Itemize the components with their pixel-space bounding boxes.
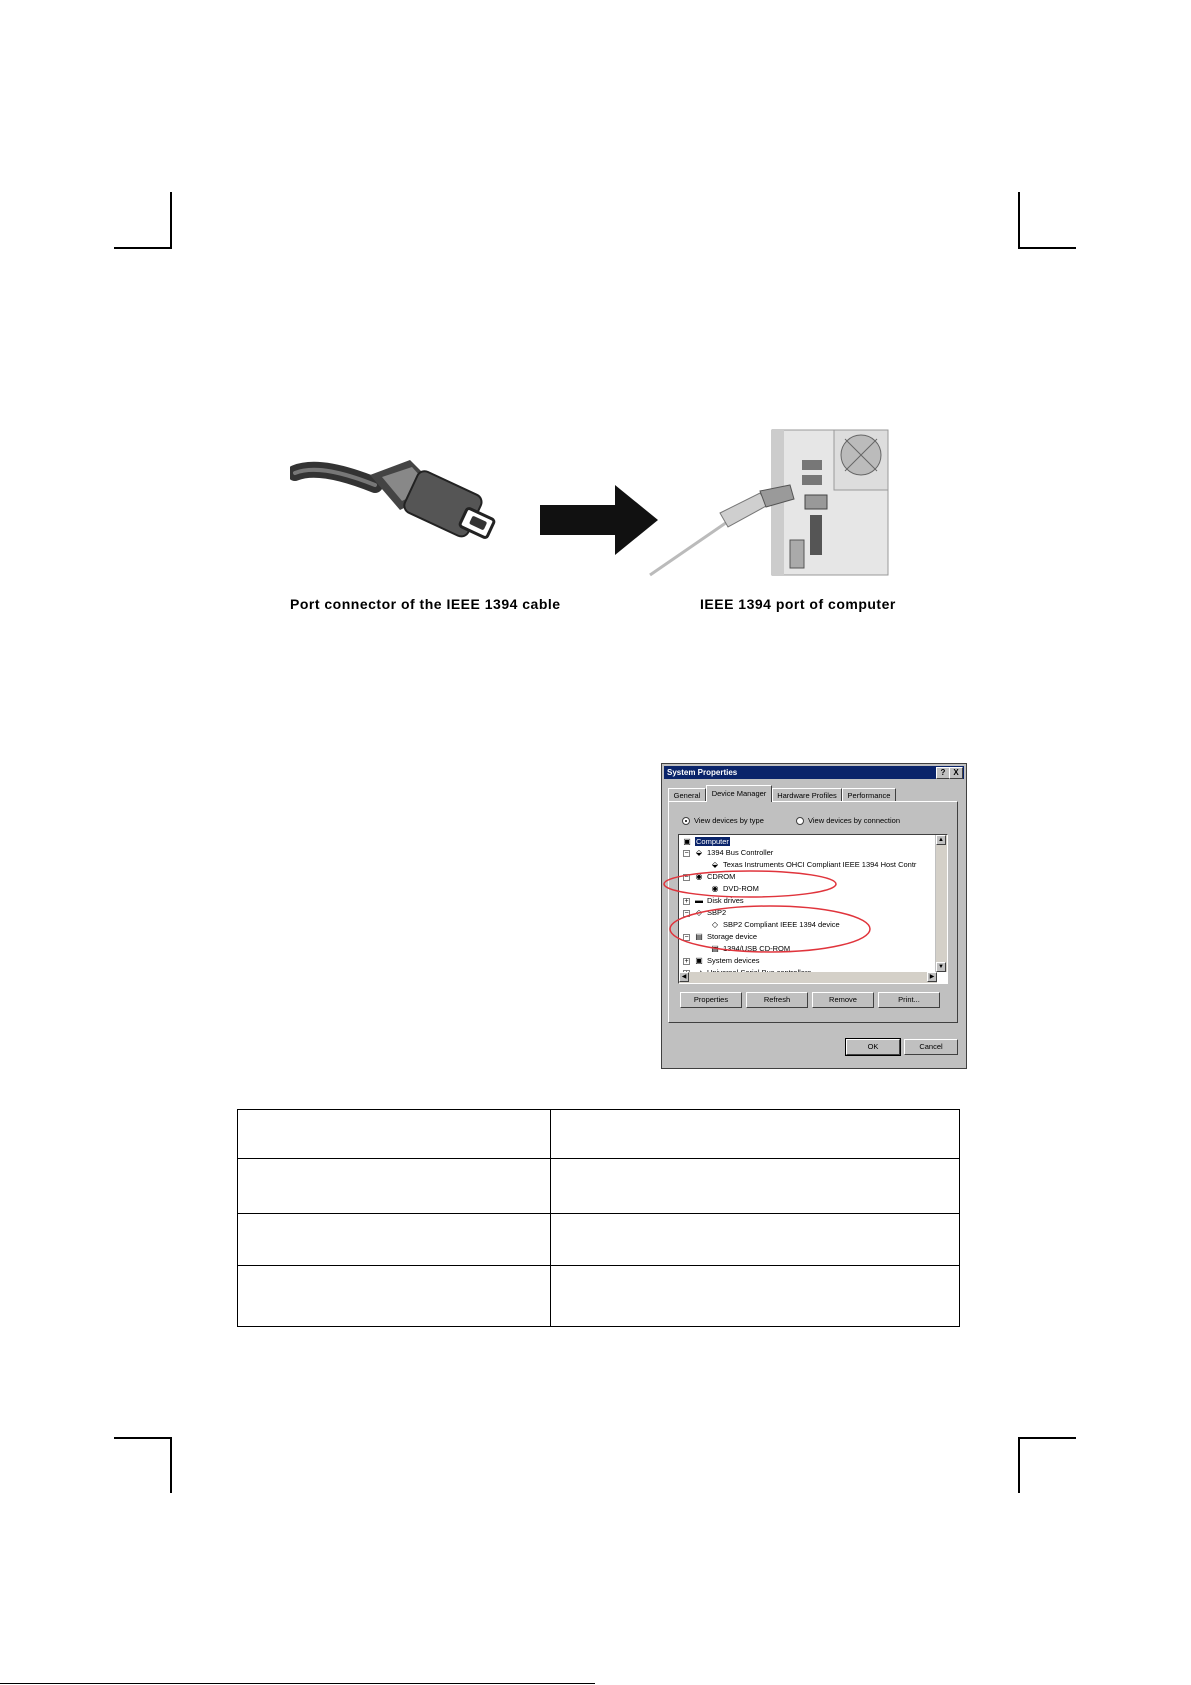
expander-disk[interactable]: + bbox=[684, 898, 689, 905]
tree-row-disk-drives[interactable]: ▬ Disk drives bbox=[695, 896, 744, 905]
crop-mark-top-left-h bbox=[114, 247, 172, 249]
system-properties-dialog bbox=[661, 763, 967, 1069]
crop-mark-top-right-v bbox=[1018, 192, 1020, 248]
tree-row-1394-bus[interactable]: ⬙ 1394 Bus Controller bbox=[693, 847, 773, 859]
computer-icon: ▣ bbox=[683, 837, 691, 846]
crop-mark-bottom-right-h bbox=[1018, 1437, 1076, 1439]
close-button[interactable]: X bbox=[949, 767, 963, 779]
tree-row-system-devices[interactable]: ▣ System devices bbox=[693, 955, 760, 967]
radio-view-by-connection-label: View devices by connection bbox=[808, 816, 900, 825]
tree-row-sbp2-device[interactable]: ◇ SBP2 Compliant IEEE 1394 device bbox=[709, 919, 840, 931]
crop-mark-bottom-left-v bbox=[170, 1437, 172, 1493]
cdrom-icon: ◉ bbox=[711, 884, 719, 893]
tree-row-cd-rom[interactable]: ▤ 1394/USB CD-ROM bbox=[709, 943, 790, 955]
highlight-ellipses bbox=[662, 764, 968, 1070]
info-table bbox=[237, 1109, 960, 1327]
ok-button[interactable]: OK bbox=[846, 1039, 900, 1055]
tree-row-dvd-rom[interactable]: ◉ DVD-ROM bbox=[709, 883, 759, 895]
scroll-down-icon[interactable]: ▼ bbox=[936, 962, 946, 972]
table-column-divider bbox=[550, 1110, 551, 1326]
help-button[interactable]: ? bbox=[936, 767, 950, 779]
tree-row-sbp2[interactable]: ◇ SBP2 bbox=[693, 907, 726, 919]
tab-hardware-profiles[interactable]: Hardware Profiles bbox=[772, 788, 842, 802]
disk-icon: ▬ bbox=[695, 896, 703, 905]
bottom-rule bbox=[0, 1683, 595, 1684]
arrow-right-icon bbox=[540, 485, 658, 555]
right-figure-caption: IEEE 1394 port of computer bbox=[700, 596, 896, 612]
storage-icon: ▤ bbox=[711, 944, 719, 953]
crop-mark-bottom-left-h bbox=[114, 1437, 172, 1439]
table-row-divider-2 bbox=[238, 1213, 959, 1214]
expander-sbp2[interactable]: − bbox=[684, 910, 689, 917]
crop-mark-top-left-v bbox=[170, 192, 172, 248]
bus-icon: ⬙ bbox=[695, 848, 703, 857]
crop-mark-top-right-h bbox=[1018, 247, 1076, 249]
tree-row-computer[interactable]: ▣ Computer bbox=[681, 836, 730, 848]
diamond-icon: ◇ bbox=[695, 908, 703, 917]
cancel-button[interactable]: Cancel bbox=[904, 1039, 958, 1055]
refresh-button[interactable]: Refresh bbox=[746, 992, 808, 1008]
storage-icon: ▤ bbox=[695, 932, 703, 941]
tab-device-manager[interactable]: Device Manager bbox=[706, 785, 772, 802]
ieee1394-illustration bbox=[290, 425, 910, 585]
cable-connector-icon bbox=[295, 460, 495, 539]
dialog-title: System Properties bbox=[667, 768, 738, 777]
expander-cdrom[interactable]: − bbox=[684, 874, 689, 881]
system-icon: ▣ bbox=[695, 956, 703, 965]
properties-button[interactable]: Properties bbox=[680, 992, 742, 1008]
tree-row-storage-device[interactable]: ▤ Storage device bbox=[693, 931, 757, 943]
tree-row-texas-instruments[interactable]: ⬙ Texas Instruments OHCI Compliant IEEE 1394 Host Contr bbox=[709, 859, 916, 871]
scroll-right-icon[interactable]: ▶ bbox=[927, 972, 937, 982]
crop-mark-bottom-right-v bbox=[1018, 1437, 1020, 1493]
tab-general[interactable]: General bbox=[668, 788, 706, 802]
table-row-divider-3 bbox=[238, 1265, 959, 1266]
remove-button[interactable]: Remove bbox=[812, 992, 874, 1008]
computer-port-icon bbox=[650, 430, 888, 575]
bus-icon: ⬙ bbox=[711, 860, 719, 869]
expander-storage[interactable]: − bbox=[684, 934, 689, 941]
highlight-ellipse-cdrom bbox=[664, 871, 836, 897]
cdrom-icon: ◉ bbox=[695, 872, 703, 881]
table-row-divider-1 bbox=[238, 1158, 959, 1159]
print-button[interactable]: Print... bbox=[878, 992, 940, 1008]
highlight-ellipse-sbp2-storage bbox=[670, 906, 870, 952]
tab-performance[interactable]: Performance bbox=[842, 788, 896, 802]
scroll-up-icon[interactable]: ▲ bbox=[936, 835, 946, 845]
radio-view-by-type-label: View devices by type bbox=[694, 816, 764, 825]
expander-1394[interactable]: − bbox=[684, 850, 689, 857]
scroll-left-icon[interactable]: ◀ bbox=[679, 972, 689, 982]
left-figure-caption: Port connector of the IEEE 1394 cable bbox=[290, 596, 561, 612]
tree-row-cdrom[interactable]: ◉ CDROM bbox=[693, 871, 735, 883]
diamond-icon: ◇ bbox=[711, 920, 719, 929]
expander-system[interactable]: + bbox=[684, 958, 689, 965]
